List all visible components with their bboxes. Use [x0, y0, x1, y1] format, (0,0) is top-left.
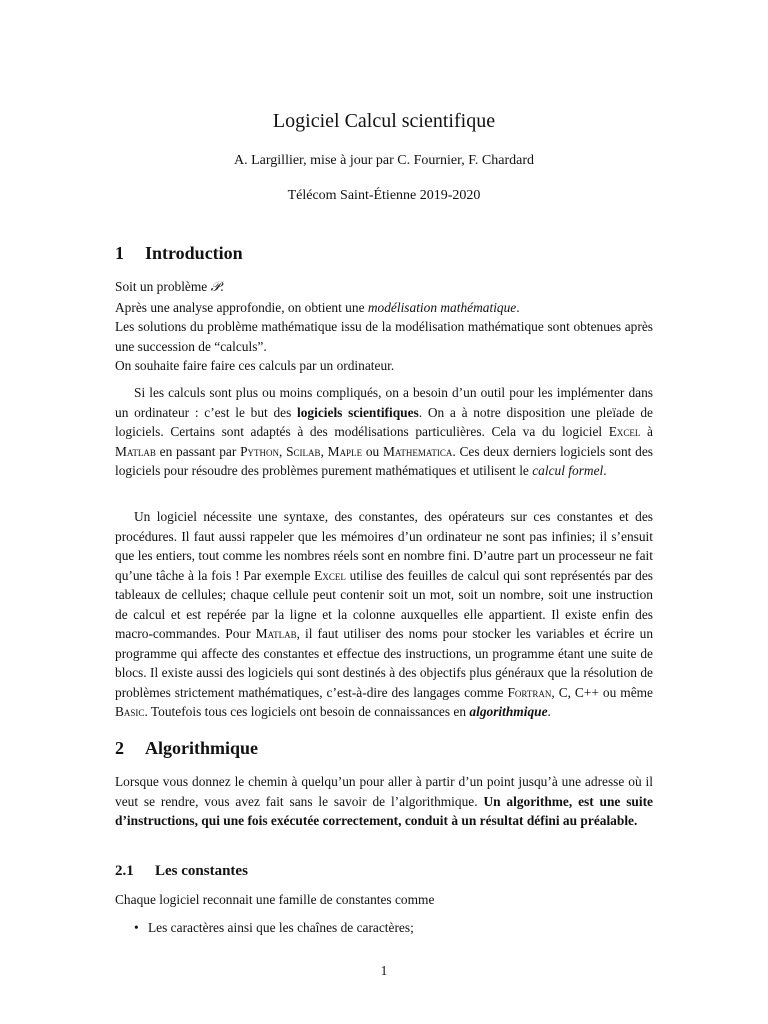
p2-maple: Maple [327, 443, 363, 459]
p2-text-d: en passant par [155, 443, 241, 459]
section-2-heading [115, 738, 258, 759]
intro-line-1-text: Soit un problème [115, 279, 211, 294]
algo-text-a: Lorsque vous donnez le chemin à quelqu’un pour aller à partir d’un point jusqu’à une adresse où il veut se rendre, vous avez fait sans le savoir de l’algorithmique. [115, 774, 653, 809]
p2-python: Python [240, 443, 280, 459]
p3-matlab: Matlab [255, 626, 297, 641]
p2-mathematica: Mathematica [382, 443, 453, 459]
p2-excel: Excel [608, 424, 641, 439]
intro-line-1-end: . [220, 279, 224, 294]
p3-text-a: Un logiciel nécessite une syntaxe, des constantes, des opérateurs sur ces constantes et des procédures. Il faut aussi rappeler que les mémoires d’un ordinateur ne sont pas infinies; il s’ensuit que les entiers, tout comme les nombres réels sont en nombre fini. D’autre part un processeur ne fait qu’une tâche à la fois ! Par exemple [115, 509, 653, 583]
p3-algorithmique: algorithmique [469, 704, 548, 719]
p3-text-b: utilise des feuilles de calcul qui sont représentés par des tableaux de cellules; chaque cellule peut contenir soit un mot, soit un nombre, soit une instruction de calcul et est repérée par la ligne et la colonne auxquelles elle appartient. Il existe enfin des macro-commandes. Pour [115, 567, 653, 641]
intro-paragraph-1 [115, 277, 653, 376]
constantes-intro [115, 890, 653, 910]
subsection-2-1-heading [115, 863, 248, 880]
p3-text-e: . Toutefois tous ces logiciels ont besoin de connaissances en [144, 704, 470, 719]
subsection-2-1-title: Les constantes [155, 863, 248, 879]
page-number: 1 [380, 963, 388, 978]
p2-scilab: Scilab [286, 443, 321, 459]
intro-paragraph-2 [115, 383, 653, 481]
problem-symbol: 𝒫 [210, 280, 221, 295]
subsection-2-1-number: 2.1 [115, 863, 134, 879]
section-1-number: 1 [115, 243, 124, 263]
p2-text-a: Si les calculs sont plus ou moins compliqués, on a besoin d’un outil pour les implémenter dans un ordinateur : c’est le but des [115, 385, 653, 420]
p3-fortran: Fortran [507, 684, 552, 700]
modelisation-emphasis: modélisation mathématique [367, 299, 517, 315]
p2-text-i: . [603, 463, 607, 478]
intro-line-2 [115, 298, 653, 318]
intro-paragraph-3 [115, 507, 653, 722]
algo-definition-bold: Un algorithme, est une suite d’instructions, qui une fois exécutée correctement, conduit à un résultat défini au préalable. [115, 793, 653, 828]
p2-calcul-formel: calcul formel [532, 463, 604, 478]
p3-basic: Basic [115, 704, 145, 719]
section-2-title: Algorithmique [145, 738, 259, 758]
intro-line-2-end: . [516, 299, 520, 315]
section-1-heading [115, 243, 243, 264]
p2-text-c: à [640, 424, 654, 439]
p2-text-g: ou [362, 443, 383, 459]
intro-line-4: On souhaite faire faire ces calculs par un ordinateur. [115, 358, 395, 373]
intro-line-3: Les solutions du problème mathématique issu de la modélisation mathématique sont obtenues après une succession de “calculs”. [115, 319, 653, 354]
p2-text-h: . Ces deux derniers logiciels sont des logiciels pour résoudre des problèmes purement mathématiques et utilisent le [115, 443, 653, 478]
algo-paragraph-1 [115, 772, 653, 831]
bullet-item-1 [134, 920, 654, 936]
p2-text-e: , [279, 443, 287, 459]
section-2-number: 2 [115, 738, 124, 758]
document-authors: A. Largillier, mise à jour par C. Fournier, F. Chardard [234, 153, 534, 168]
bullet-icon: • [134, 920, 139, 935]
p2-bold: logiciels scientifiques [297, 404, 419, 420]
intro-line-2-text: Après une analyse approfondie, on obtient une [115, 299, 368, 315]
p3-text-c: , il faut utiliser des noms pour stocker les variables et écrire un programme qui affecte des constantes et effectue des instructions, un programme étant une suite de blocs. Il existe aussi des logiciels qui sont destinés à des objectifs plus généraux que la résolution de problèmes strictement mathématiques, c’est-à-dire des langages comme [115, 626, 654, 700]
document-title: Logiciel Calcul scientifique [272, 110, 496, 132]
bullet-item-1-text: Les caractères ainsi que les chaînes de caractères; [148, 920, 414, 935]
p2-text-f: , [320, 443, 328, 459]
p2-matlab: Matlab [115, 443, 156, 459]
p3-text-f: . [547, 704, 551, 719]
section-1-title: Introduction [145, 243, 243, 263]
intro-line-1 [115, 277, 653, 298]
p2-text-b: . On a à notre disposition une pleïade de logiciels. Certains sont adaptés à des modélisations particulières. Cela va du logiciel [115, 404, 653, 439]
constantes-intro-text: Chaque logiciel reconnait une famille de constantes comme [115, 892, 435, 907]
p3-excel: Excel [314, 567, 346, 583]
p3-text-d: , C, C++ ou même [551, 684, 653, 700]
document-affiliation: Télécom Saint-Étienne 2019-2020 [287, 188, 481, 203]
